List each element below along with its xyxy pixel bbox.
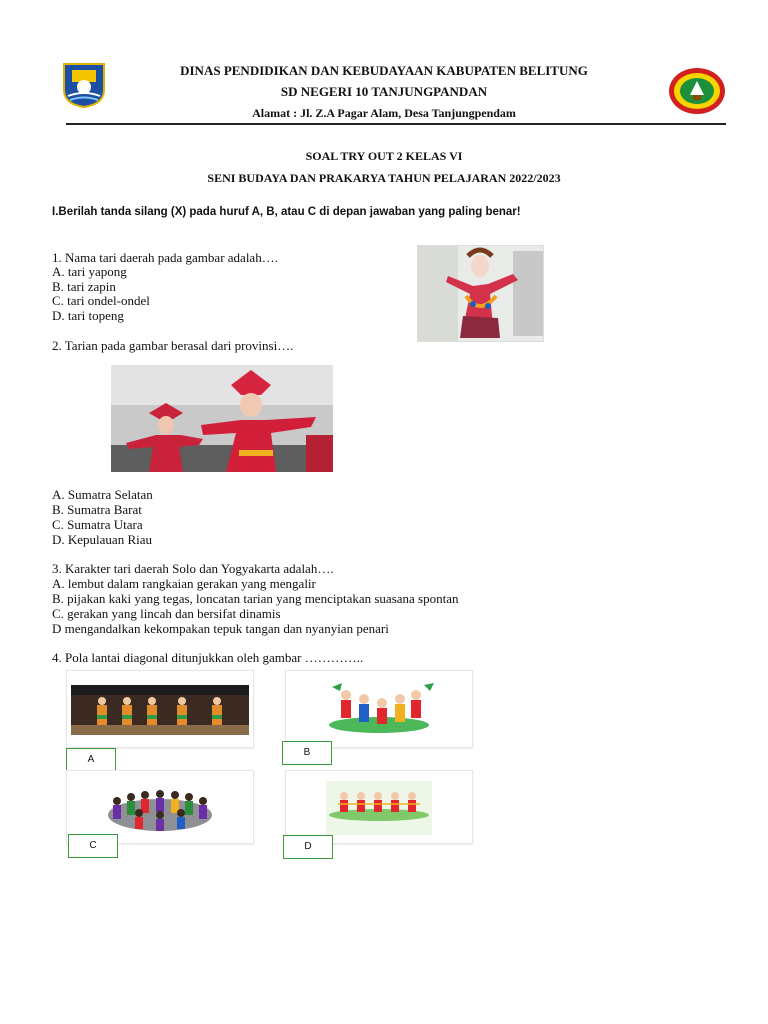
- header-school: SD NEGERI 10 TANJUNGPANDAN: [280, 84, 488, 99]
- q1-option-b: B. tari zapin: [52, 279, 116, 294]
- question-2: 2. Tarian pada gambar berasal dari provinsi….: [52, 338, 294, 353]
- q2-option-b: B. Sumatra Barat: [52, 502, 142, 517]
- header-divider: [66, 123, 726, 125]
- question-1: 1. Nama tari daerah pada gambar adalah….: [52, 250, 278, 265]
- q1-option-d: D. tari topeng: [52, 308, 124, 323]
- instruction: I.Berilah tanda silang (X) pada huruf A, B, atau C di depan jawaban yang paling benar!: [52, 206, 521, 218]
- question-4: 4. Pola lantai diagonal ditunjukkan oleh gambar …………..: [52, 650, 364, 665]
- q4-image-b: [285, 670, 473, 748]
- header-address: Alamat : Jl. Z.A Pagar Alam, Desa Tanjungpendam: [252, 106, 516, 120]
- question-3: 3. Karakter tari daerah Solo dan Yogyakarta adalah….: [52, 561, 334, 576]
- q3-option-c: C. gerakan yang lincah dan bersifat dinamis: [52, 606, 281, 621]
- q1-option-a: A. tari yapong: [52, 264, 127, 279]
- q4-image-a: [66, 670, 254, 748]
- q2-option-a: A. Sumatra Selatan: [52, 487, 153, 502]
- q3-option-d: D mengandalkan kekompakan tepuk tangan dan nyanyian penari: [52, 621, 389, 636]
- q4-label-b: B: [282, 741, 332, 765]
- q4-label-d: D: [283, 835, 333, 859]
- q4-image-d: [285, 770, 473, 844]
- q2-option-d: D. Kepulauan Riau: [52, 532, 153, 547]
- q3-option-a: A. lembut dalam rangkaian gerakan yang mengalir: [52, 576, 316, 591]
- header-department: DINAS PENDIDIKAN DAN KEBUDAYAAN KABUPATEN BELITUNG: [180, 63, 588, 78]
- q1-dancer-photo: [417, 245, 544, 342]
- q2-option-c: C. Sumatra Utara: [52, 517, 143, 532]
- exam-subtitle: SENI BUDAYA DAN PRAKARYA TAHUN PELAJARAN 2022/2023: [207, 171, 561, 185]
- q4-label-a: A: [66, 748, 116, 772]
- q1-option-c: C. tari ondel-ondel: [52, 293, 150, 308]
- q3-option-b: B. pijakan kaki yang tegas, loncatan tarian yang menciptakan suasana spontan: [52, 591, 459, 606]
- q2-dancers-photo: [111, 365, 333, 472]
- q4-label-c: C: [68, 834, 118, 858]
- exam-title: SOAL TRY OUT 2 KELAS VI: [305, 149, 463, 163]
- q4-image-c: [66, 770, 254, 844]
